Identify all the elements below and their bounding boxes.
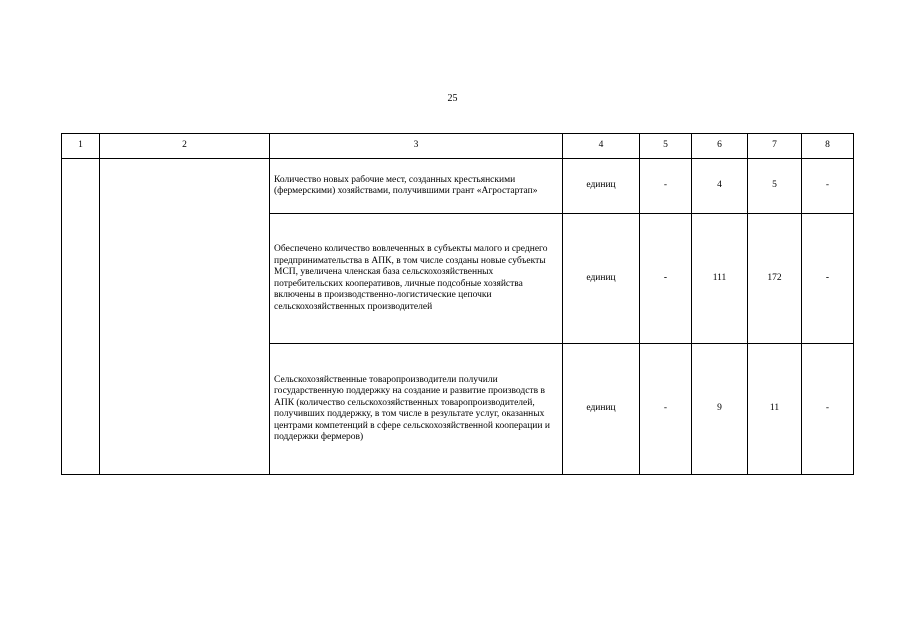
- column-header: 3: [270, 134, 563, 159]
- value-cell-5: -: [640, 159, 692, 214]
- table-row: [62, 159, 854, 214]
- column-header: 1: [62, 134, 100, 159]
- page-number: 25: [447, 93, 458, 104]
- value-cell-8: -: [802, 344, 854, 475]
- column-header: 8: [802, 134, 854, 159]
- unit-cell: единиц: [563, 344, 640, 475]
- data-table: [61, 133, 854, 475]
- column-header: 6: [692, 134, 748, 159]
- column-header: 4: [563, 134, 640, 159]
- value-cell-5: -: [640, 344, 692, 475]
- indicator-text: Количество новых рабочие мест, созданных крестьянскими (фермерскими) хозяйствами, получившими грант «Агростартап»: [270, 159, 563, 214]
- value-cell-8: -: [802, 214, 854, 344]
- merged-cell-col1: [62, 159, 100, 475]
- value-cell-5: -: [640, 214, 692, 344]
- indicator-text: Обеспечено количество вовлеченных в субъекты малого и среднего предпринимательства в АПК, в том числе созданы новые субъекты МСП, увеличена членская база сельскохозяйственных потребительских кооперативов, личные подсобные хозяйства включены в производственно-логистические цепочки сельскохозяйственных производителей: [270, 214, 563, 344]
- indicator-text: Сельскохозяйственные товаропроизводители получили государственную поддержку на создание и развитие производств в АПК (количество сельскохозяйственных товаропроизводителей, получивших поддержку, в том числе в результате услуг, оказанных центрами компетенций в сфере сельскохозяйственной кооперации и поддержки фермеров): [270, 344, 563, 475]
- value-cell-7: 11: [748, 344, 802, 475]
- table-header-row: [62, 134, 854, 159]
- unit-cell: единиц: [563, 159, 640, 214]
- value-cell-8: -: [802, 159, 854, 214]
- column-header: 5: [640, 134, 692, 159]
- merged-cell-col2: [100, 159, 270, 475]
- value-cell-7: 172: [748, 214, 802, 344]
- value-cell-6: 4: [692, 159, 748, 214]
- unit-cell: единиц: [563, 214, 640, 344]
- value-cell-6: 9: [692, 344, 748, 475]
- value-cell-6: 111: [692, 214, 748, 344]
- column-header: 7: [748, 134, 802, 159]
- value-cell-7: 5: [748, 159, 802, 214]
- column-header: 2: [100, 134, 270, 159]
